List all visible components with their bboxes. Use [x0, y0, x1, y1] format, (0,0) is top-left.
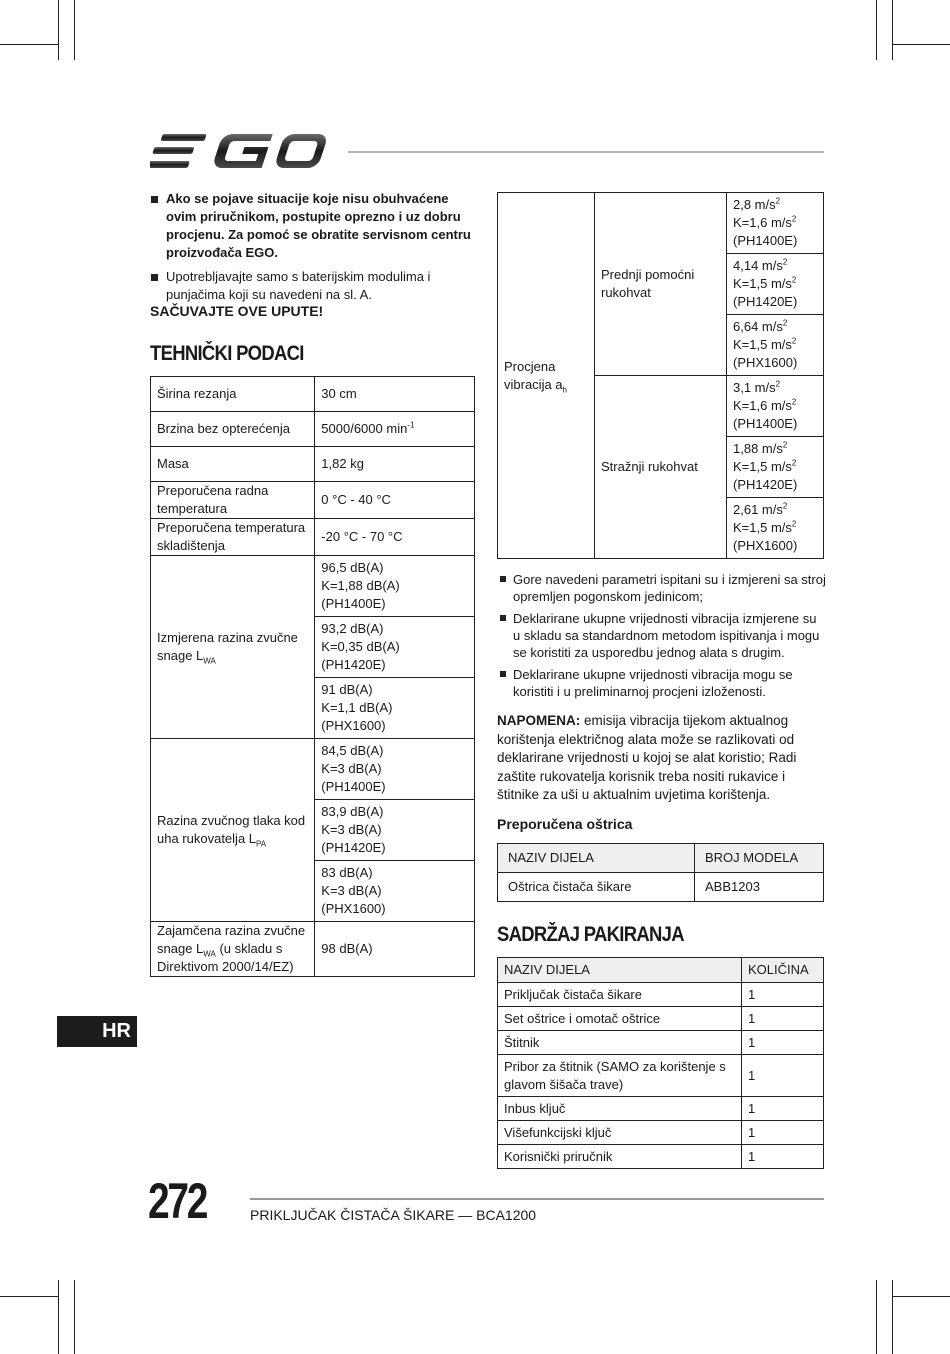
cell-line: (PH1400E)	[733, 416, 798, 431]
cell-line	[733, 196, 817, 214]
cell-line	[733, 275, 817, 293]
table-cell: 30 cm	[315, 377, 475, 412]
table-header-cell: KOLIČINA	[742, 958, 824, 983]
cell-line: K=3 dB(A)	[321, 822, 382, 837]
ego-logo	[150, 130, 332, 172]
table-row	[498, 1007, 824, 1031]
table-cell: 1	[742, 1031, 824, 1055]
save-instructions-note: SAČUVAJTE OVE UPUTE!	[150, 303, 324, 319]
cell-value: K=1,6 m/s	[733, 215, 792, 230]
cell-line	[733, 519, 817, 537]
table-header-row	[498, 958, 824, 983]
cell-line	[733, 379, 817, 397]
table-row	[498, 873, 824, 902]
superscript: 2	[791, 397, 797, 407]
subscript: WA	[203, 949, 216, 959]
table-cell: Set oštrice i omotač oštrice	[498, 1007, 742, 1031]
cell-value: K=1,5 m/s	[733, 276, 792, 291]
table-cell	[727, 498, 824, 559]
table-cell: Štitnik	[498, 1031, 742, 1055]
cell-line: (PH1400E)	[321, 596, 386, 611]
cell-line: (PH1420E)	[321, 657, 386, 672]
cell-line: K=3 dB(A)	[321, 883, 382, 898]
cell-line	[733, 458, 817, 476]
cell-line: (PH1420E)	[733, 477, 798, 492]
table-row	[151, 519, 475, 556]
table-cell: Oštrica čistača šikare	[498, 873, 695, 902]
tech-data-table	[150, 376, 475, 977]
recommended-blade-title: Preporučena oštrica	[497, 816, 633, 832]
table-cell: Preporučena radna temperatura	[151, 482, 315, 519]
vibration-bullet-list	[497, 571, 827, 705]
crop-mark	[0, 1296, 58, 1297]
cell-line	[733, 501, 817, 519]
table-cell	[151, 922, 315, 977]
table-cell: Širina rezanja	[151, 377, 315, 412]
table-cell: Priključak čistača šikare	[498, 983, 742, 1007]
table-cell: Brzina bez opterećenja	[151, 412, 315, 447]
superscript: 2	[782, 501, 788, 511]
cell-value: 2,8 m/s	[733, 197, 776, 212]
language-tab: HR	[57, 1016, 137, 1047]
cell-value: 1,88 m/s	[733, 441, 783, 456]
cell-line: 83,9 dB(A)	[321, 804, 384, 819]
table-cell	[315, 556, 475, 617]
superscript: 2	[775, 196, 781, 206]
cell-line: (PH1400E)	[733, 233, 798, 248]
table-row	[498, 1145, 824, 1169]
table-cell: 1	[742, 1097, 824, 1121]
cell-value: 2,61 m/s	[733, 502, 783, 517]
table-cell: 1,82 kg	[315, 447, 475, 482]
table-cell: Pribor za štitnik (SAMO za korištenje s glavom šišača trave)	[498, 1055, 742, 1097]
table-cell	[498, 193, 595, 559]
table-cell: -20 °C - 70 °C	[315, 519, 475, 556]
table-header-cell: NAZIV DIJELA	[498, 958, 742, 983]
row-label: Zajamčena razina zvučne snage L	[157, 923, 306, 956]
cell-value: 5000/6000 min	[321, 421, 408, 436]
cell-line: (PHX1600)	[321, 901, 386, 916]
superscript: 2	[782, 440, 788, 450]
table-cell	[727, 193, 824, 254]
table-row	[151, 922, 475, 977]
crop-mark	[58, 0, 59, 60]
table-cell	[727, 254, 824, 315]
crop-mark	[892, 1280, 893, 1354]
table-cell	[727, 376, 824, 437]
table-row	[151, 556, 475, 617]
table-row	[498, 1121, 824, 1145]
table-cell: Stražnji rukohvat	[595, 376, 727, 559]
note-text: emisija vibracija tijekom aktualnog korištenja električnog alata može se razlikovati od deklarirane vrijednosti u kojoj se alat koristio; Radi zaštite rukovatelja korisnik treba nositi rukavice i štitnike za uši u aktualnim uvjetima korištenja.	[497, 713, 797, 802]
table-header-row	[498, 844, 824, 873]
list-item: Gore navedeni parametri ispitani su i izmjereni sa stroj opremljen pogonskom jedinicom;	[497, 571, 827, 605]
cell-value: K=1,5 m/s	[733, 459, 792, 474]
cell-line: (PH1420E)	[733, 294, 798, 309]
cell-line	[733, 397, 817, 415]
crop-mark	[876, 0, 877, 60]
table-row	[498, 1031, 824, 1055]
cell-value: K=1,6 m/s	[733, 398, 792, 413]
superscript: 2	[782, 318, 788, 328]
crop-mark	[892, 1296, 950, 1297]
table-cell	[315, 800, 475, 861]
header-rule	[348, 151, 824, 153]
table-cell: Masa	[151, 447, 315, 482]
crop-mark	[892, 0, 893, 60]
table-row	[151, 482, 475, 519]
table-row	[151, 377, 475, 412]
table-cell: Korisnički priručnik	[498, 1145, 742, 1169]
table-row	[151, 447, 475, 482]
cell-value: K=1,5 m/s	[733, 520, 792, 535]
table-row	[151, 739, 475, 800]
cell-line: (PH1420E)	[321, 840, 386, 855]
table-cell	[315, 617, 475, 678]
list-item: Deklarirane ukupne vrijednosti vibracija mogu se koristiti i u preliminarnoj procjeni izloženosti.	[497, 666, 827, 700]
package-contents-table	[497, 957, 824, 1169]
footer-title: PRIKLJUČAK ČISTAČA ŠIKARE — BCA1200	[250, 1207, 537, 1223]
superscript: 2	[791, 519, 797, 529]
table-cell: 0 °C - 40 °C	[315, 482, 475, 519]
table-cell: Inbus ključ	[498, 1097, 742, 1121]
cell-value: K=1,5 m/s	[733, 337, 792, 352]
cell-line: (PHX1600)	[733, 355, 798, 370]
row-label-cont: (u skladu s Direktivom 2000/14/EZ)	[157, 941, 294, 974]
intro-bullet-list	[150, 190, 475, 310]
superscript: 2	[782, 257, 788, 267]
table-cell	[315, 412, 475, 447]
cell-line: (PHX1600)	[321, 718, 386, 733]
table-cell: 1	[742, 1007, 824, 1031]
table-cell	[727, 437, 824, 498]
cell-line: K=1,1 dB(A)	[321, 700, 393, 715]
cell-line: K=3 dB(A)	[321, 761, 382, 776]
cell-line: 83 dB(A)	[321, 865, 373, 880]
tech-data-title: TEHNIČKI PODACI	[150, 342, 304, 365]
superscript: 2	[791, 458, 797, 468]
cell-line: 84,5 dB(A)	[321, 743, 384, 758]
vibration-table	[497, 192, 824, 559]
subscript: h	[562, 385, 567, 395]
superscript: 2	[791, 275, 797, 285]
cell-line	[733, 440, 817, 458]
cell-line	[733, 214, 817, 232]
table-cell	[727, 315, 824, 376]
cell-line: 91 dB(A)	[321, 682, 373, 697]
footer-rule	[250, 1198, 824, 1200]
table-cell	[315, 678, 475, 739]
subscript: WA	[203, 656, 216, 666]
table-cell: Višefunkcijski ključ	[498, 1121, 742, 1145]
table-cell: ABB1203	[695, 873, 824, 902]
cell-value: 3,1 m/s	[733, 380, 776, 395]
list-item: Ako se pojave situacije koje nisu obuhvaćene ovim priručnikom, postupite oprezno i uz dobru procjenu. Za pomoć se obratite servisnom centru proizvođača EGO.	[150, 190, 475, 262]
table-header-cell: NAZIV DIJELA	[498, 844, 695, 873]
note-label: NAPOMENA:	[497, 713, 581, 728]
crop-mark	[74, 1280, 75, 1354]
superscript: 2	[791, 336, 797, 346]
table-row	[498, 1097, 824, 1121]
table-row	[498, 983, 824, 1007]
cell-value: 6,64 m/s	[733, 319, 783, 334]
table-cell: 1	[742, 1121, 824, 1145]
cell-line: (PH1400E)	[321, 779, 386, 794]
row-label: Razina zvučnog tlaka kod uha rukovatelja L	[157, 813, 306, 846]
cell-line	[733, 318, 817, 336]
cell-line: 93,2 dB(A)	[321, 621, 384, 636]
superscript: -1	[407, 420, 415, 430]
blade-table	[497, 843, 824, 902]
crop-mark	[876, 1280, 877, 1354]
table-row	[498, 193, 824, 254]
list-item: Deklarirane ukupne vrijednosti vibracija izmjerene su u skladu sa standardnom metodom ispitivanja i mogu se koristiti za usporedbu jednog alata s drugim.	[497, 610, 827, 661]
table-cell: 1	[742, 1145, 824, 1169]
table-row	[151, 412, 475, 447]
table-cell: 1	[742, 1055, 824, 1097]
cell-line	[733, 336, 817, 354]
table-cell	[151, 556, 315, 739]
crop-mark	[58, 1280, 59, 1354]
table-row	[498, 1055, 824, 1097]
table-cell: Prednji pomoćni rukohvat	[595, 193, 727, 376]
crop-mark	[0, 44, 58, 45]
package-contents-title: SADRŽAJ PAKIRANJA	[497, 923, 684, 946]
page-number: 272	[148, 1173, 207, 1229]
subscript: PA	[256, 839, 267, 849]
table-cell: 98 dB(A)	[315, 922, 475, 977]
table-cell: 1	[742, 983, 824, 1007]
row-label: Procjena vibracija a	[504, 358, 563, 392]
cell-line	[733, 257, 817, 275]
table-cell	[315, 861, 475, 922]
note-paragraph	[497, 712, 827, 805]
cell-line: 96,5 dB(A)	[321, 560, 384, 575]
superscript: 2	[791, 214, 797, 224]
table-header-cell: BROJ MODELA	[695, 844, 824, 873]
superscript: 2	[775, 379, 781, 389]
row-label: Izmjerena razina zvučne snage L	[157, 630, 298, 663]
crop-mark	[892, 44, 950, 45]
cell-line: K=1,88 dB(A)	[321, 578, 400, 593]
table-cell	[315, 739, 475, 800]
crop-mark	[74, 0, 75, 60]
list-item: Upotrebljavajte samo s baterijskim modulima i punjačima koji su navedeni na sl. A.	[150, 268, 475, 304]
cell-line: K=0,35 dB(A)	[321, 639, 400, 654]
cell-line: (PHX1600)	[733, 538, 798, 553]
table-cell	[151, 739, 315, 922]
table-cell: Preporučena temperatura skladištenja	[151, 519, 315, 556]
cell-value: 4,14 m/s	[733, 258, 783, 273]
